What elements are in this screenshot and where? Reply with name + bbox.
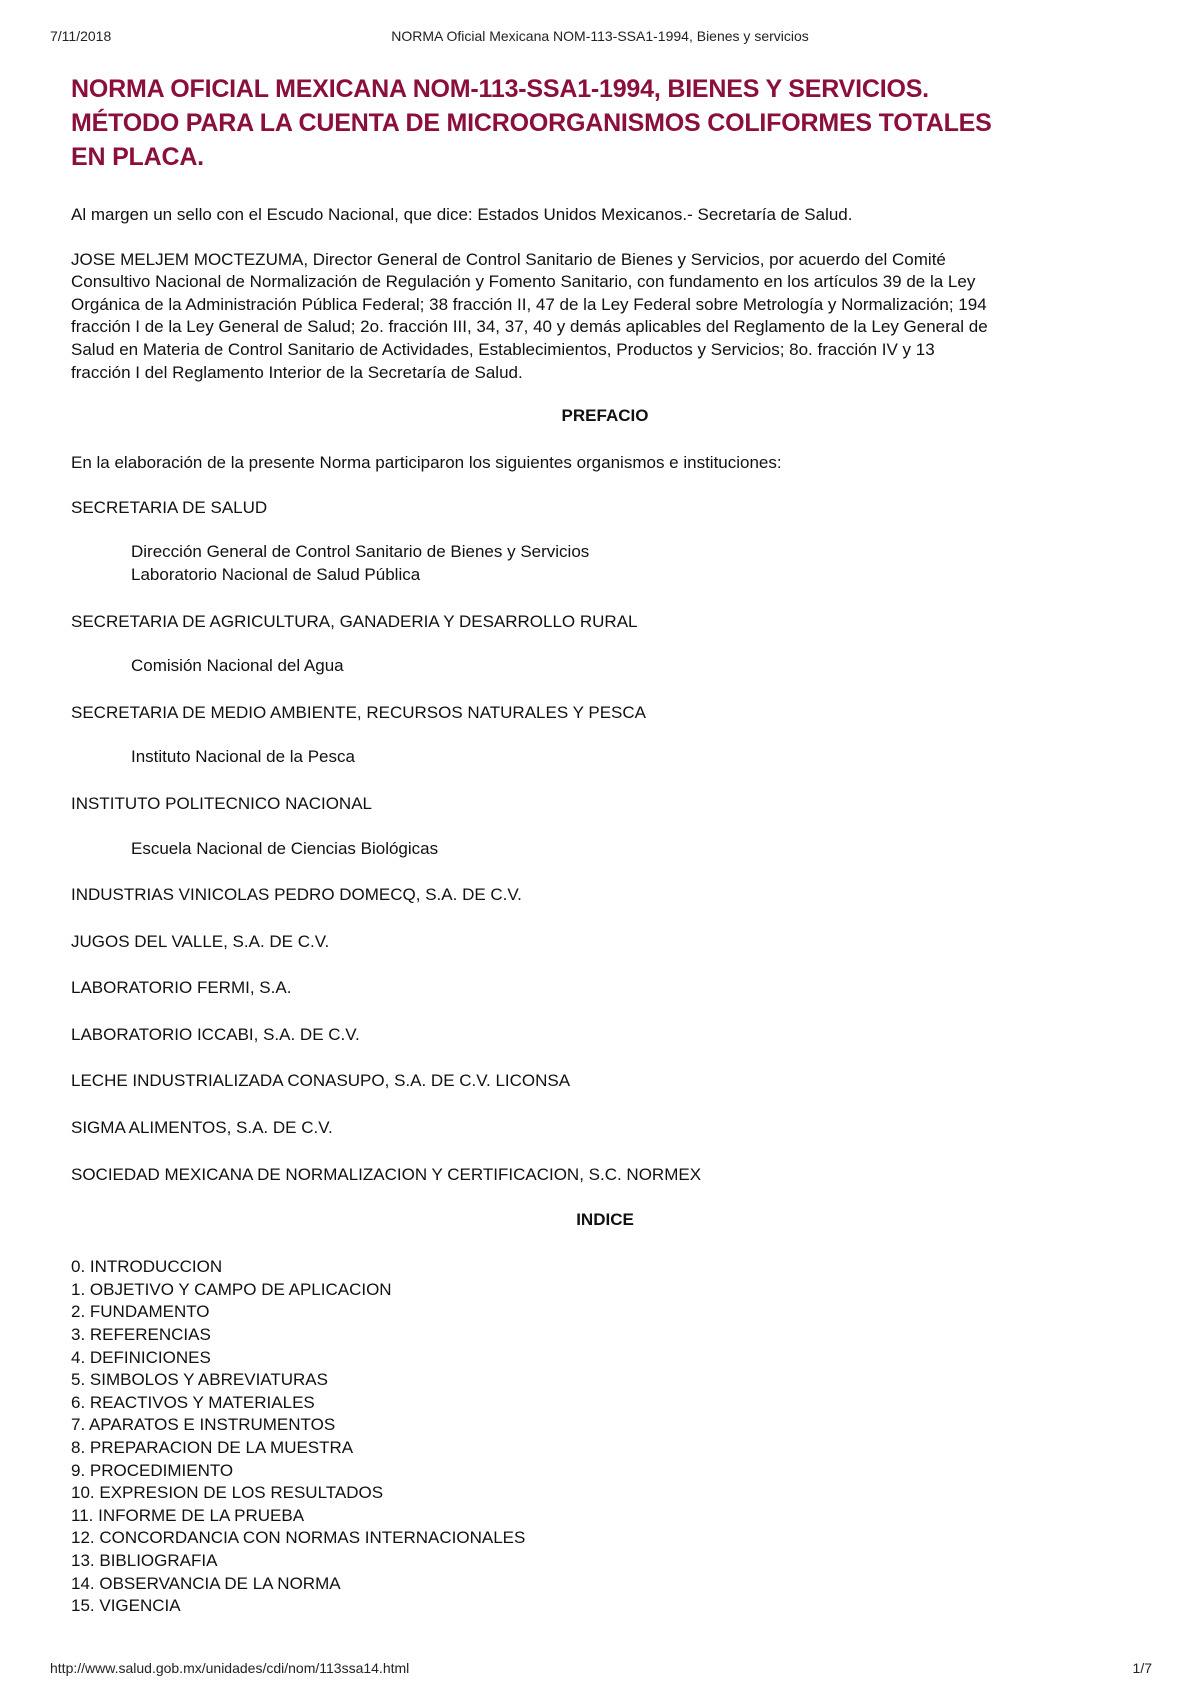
preface-intro: En la elaboración de la presente Norma participaron los siguientes organismos e instituciones: xyxy=(71,453,782,473)
preamble-line: Consultivo Nacional de Normalización de Regulación y Fomento Sanitario, con fundamento en los artículos 39 de la Ley xyxy=(71,272,976,292)
organization-name: LABORATORIO ICCABI, S.A. DE C.V. xyxy=(71,1024,360,1044)
organization-name: LECHE INDUSTRIALIZADA CONASUPO, S.A. DE C.V. LICONSA xyxy=(71,1071,571,1091)
preamble-line: fracción I del Reglamento Interior de la Secretaría de Salud. xyxy=(71,362,523,382)
organization-sub-list xyxy=(131,655,1139,678)
preamble-line: Salud en Materia de Control Sanitario de Actividades, Establecimientos, Productos y Servicios; 8o. fracción IV y 13 xyxy=(71,339,935,359)
organization-sub-item: Escuela Nacional de Ciencias Biológicas xyxy=(131,838,439,858)
index-item: 0. INTRODUCCION xyxy=(71,1257,223,1277)
index-heading: INDICE xyxy=(576,1210,634,1230)
organization-name: JUGOS DEL VALLE, S.A. DE C.V. xyxy=(71,931,330,951)
index-item: 7. APARATOS E INSTRUMENTOS xyxy=(71,1415,336,1435)
organization-name: SECRETARIA DE MEDIO AMBIENTE, RECURSOS NATURALES Y PESCA xyxy=(71,702,646,722)
print-footer xyxy=(50,1660,1152,1680)
preamble-line: Orgánica de la Administración Pública Federal; 38 fracción II, 47 de la Ley Federal sobre Metrología y Normalización; 194 xyxy=(71,294,987,314)
index-item: 9. PROCEDIMIENTO xyxy=(71,1460,234,1480)
organization-name: INSTITUTO POLITECNICO NACIONAL xyxy=(71,793,373,813)
organization-name: SOCIEDAD MEXICANA DE NORMALIZACION Y CERTIFICACION, S.C. NORMEX xyxy=(71,1164,702,1184)
organization-name: SECRETARIA DE SALUD xyxy=(71,497,268,517)
organization-sub-item: Laboratorio Nacional de Salud Pública xyxy=(131,564,421,584)
print-header xyxy=(48,28,1152,50)
index-item: 8. PREPARACION DE LA MUESTRA xyxy=(71,1438,354,1457)
preamble-paragraph xyxy=(71,249,1139,385)
index-item: 15. VIGENCIA xyxy=(71,1596,181,1616)
preamble-line: JOSE MELJEM MOCTEZUMA, Director General de Control Sanitario de Bienes y Servicios, por acuerdo del Comité xyxy=(71,249,946,269)
document-title-line: NORMA OFICIAL MEXICANA NOM-113-SSA1-1994, BIENES Y SERVICIOS. xyxy=(71,75,929,103)
index-item: 10. EXPRESION DE LOS RESULTADOS xyxy=(71,1483,384,1503)
organization-sub-list xyxy=(131,541,1139,586)
page-url: http://www.salud.gob.mx/unidades/cdi/nom/113ssa14.html xyxy=(50,1660,410,1676)
organization-sub-list xyxy=(131,746,1139,769)
document-title xyxy=(71,72,1139,174)
organization-name: LABORATORIO FERMI, S.A. xyxy=(71,978,292,998)
organization-sub-item: Dirección General de Control Sanitario de Bienes y Servicios xyxy=(131,542,590,562)
organization-sub-item: Instituto Nacional de la Pesca xyxy=(131,747,355,767)
index-item: 6. REACTIVOS Y MATERIALES xyxy=(71,1392,315,1412)
index-item: 5. SIMBOLOS Y ABREVIATURAS xyxy=(71,1370,328,1390)
document-title-line: MÉTODO PARA LA CUENTA DE MICROORGANISMOS COLIFORMES TOTALES xyxy=(71,109,992,137)
index-item: 13. BIBLIOGRAFIA xyxy=(71,1550,218,1570)
margin-note: Al margen un sello con el Escudo Nacional, que dice: Estados Unidos Mexicanos.- Secretaría de Salud. xyxy=(71,205,853,224)
organization-name: SECRETARIA DE AGRICULTURA, GANADERIA Y DESARROLLO RURAL xyxy=(71,611,638,631)
index-list xyxy=(71,1256,1139,1618)
print-date: 7/11/2018 xyxy=(50,28,112,44)
organization-sub-list xyxy=(131,838,1139,861)
index-item: 2. FUNDAMENTO xyxy=(71,1302,210,1322)
preamble-line: fracción I de la Ley General de Salud; 2o. fracción III, 34, 37, 40 y demás aplicables del Reglamento de la Ley General de xyxy=(71,317,988,337)
index-item: 12. CONCORDANCIA CON NORMAS INTERNACIONALES xyxy=(71,1528,526,1548)
organization-name: SIGMA ALIMENTOS, S.A. DE C.V. xyxy=(71,1118,333,1138)
index-item: 3. REFERENCIAS xyxy=(71,1325,211,1345)
print-page-title: NORMA Oficial Mexicana NOM-113-SSA1-1994, Bienes y servicios xyxy=(391,28,809,44)
index-item: 1. OBJETIVO Y CAMPO DE APLICACION xyxy=(71,1279,392,1299)
document-content xyxy=(71,72,1139,1618)
organization-list xyxy=(71,497,1139,1187)
organization-sub-item: Comisión Nacional del Agua xyxy=(131,656,344,676)
organization-name: INDUSTRIAS VINICOLAS PEDRO DOMECQ, S.A. DE C.V. xyxy=(71,885,522,905)
document-title-line: EN PLACA. xyxy=(71,143,204,171)
preface-heading: PREFACIO xyxy=(561,406,649,426)
page-number: 1/7 xyxy=(1132,1660,1152,1676)
index-item: 11. INFORME DE LA PRUEBA xyxy=(71,1505,305,1525)
index-item: 14. OBSERVANCIA DE LA NORMA xyxy=(71,1573,341,1593)
index-item: 4. DEFINICIONES xyxy=(71,1347,211,1367)
